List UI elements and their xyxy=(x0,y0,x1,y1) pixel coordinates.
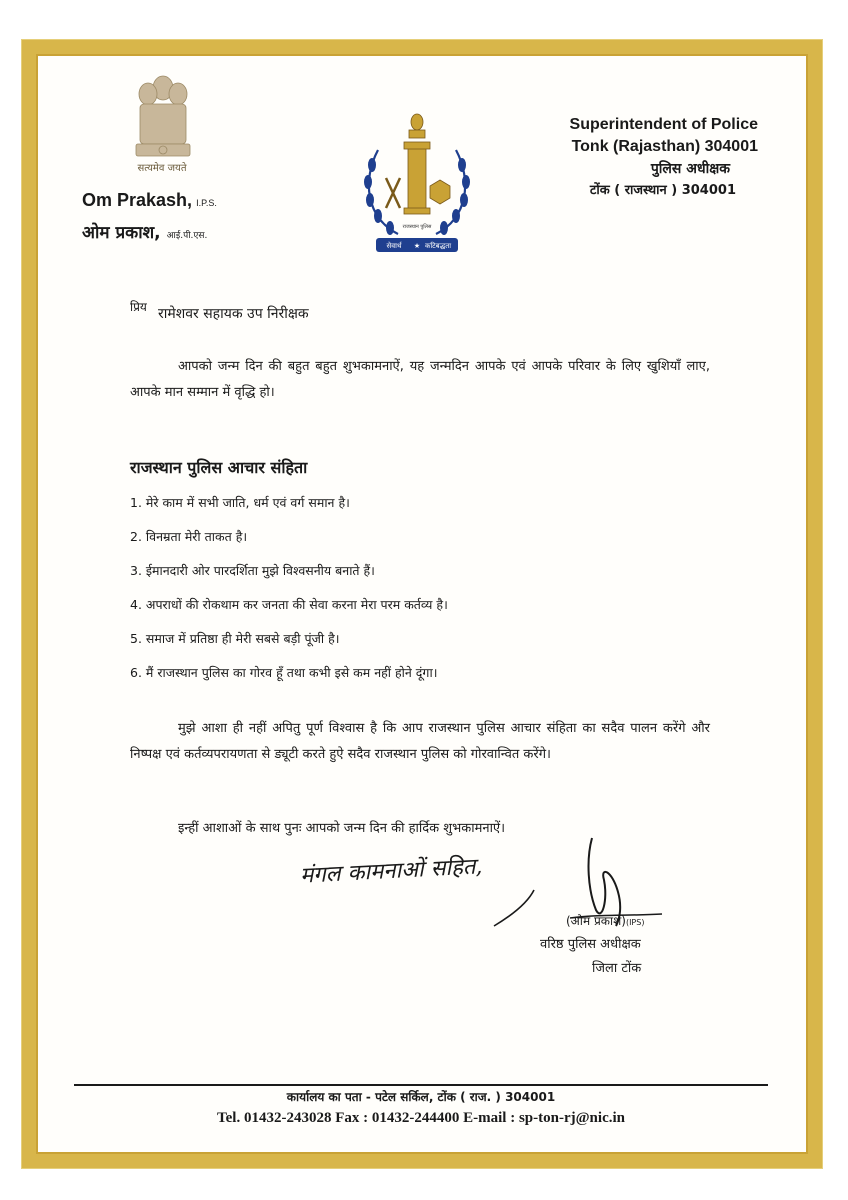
closing-paragraph: इन्हीं आशाओं के साथ पुनः आपको जन्म दिन की हार्दिक शुभकामनाऐं। xyxy=(178,821,506,836)
sp-title-hi-line1: पुलिस अधीक्षक xyxy=(650,161,730,177)
greeting-paragraph: आपको जन्म दिन की बहुत बहुत शुभकामनाऐं, यह जन्मदिन आपके एवं आपके परिवार के लिए खुशियॉं लाए, आपके मान सम्मान में वृद्धि हो। xyxy=(130,359,710,400)
signatory-district: जिला टोंक xyxy=(592,961,642,976)
officer-name-english xyxy=(82,190,217,211)
list-item: 4. अपराधों की रोकथाम कर जनता की सेवा करना मेरा परम कर्तव्य है। xyxy=(130,597,448,612)
officer-name-hi-text: ओम प्रकाश, xyxy=(82,223,161,243)
signatory-name xyxy=(566,912,644,929)
recipient-name: रामेशवर सहायक उप निरीक्षक xyxy=(158,306,309,322)
officer-suffix-en: I.P.S. xyxy=(196,198,217,208)
star-icon: ★ xyxy=(413,242,421,250)
footer-divider xyxy=(74,1084,768,1086)
emblem-motto: सत्यमेव जयते xyxy=(137,163,187,174)
hope-paragraph: मुझे आशा ही नहीं अपितु पूर्ण विश्वास है कि आप राजस्थान पुलिस आचार संहिता का सदैव पालन करेंगे और निष्पक्ष एवं कर्तव्यपरायणता से ड्यूटी करते हुऐ सदैव राजस्थान पुलिस को गोरवान्वित करेंगे। xyxy=(130,721,710,762)
code-of-conduct-title: राजस्थान पुलिस आचार संहिता xyxy=(130,458,308,477)
list-item: 1. मेरे काम में सभी जाति, धर्म एवं वर्ग समान है। xyxy=(130,495,350,510)
signatory-suffix: (IPS) xyxy=(625,918,645,927)
officer-name-en-text: Om Prakash, xyxy=(82,190,193,210)
officer-suffix-hi: आई.पी.एस. xyxy=(166,231,208,241)
logo-inner-text: राजस्थान पुलिस xyxy=(402,224,432,230)
rajasthan-police-logo-icon xyxy=(358,110,476,260)
list-item: 5. समाज में प्रतिष्ठा ही मेरी सबसे बड़ी पूंजी है। xyxy=(130,631,340,646)
sp-title-en-line2: Tonk (Rajasthan) 304001 xyxy=(571,138,758,155)
list-item: 6. मैं राजस्थान पुलिस का गोरव हूँ तथा कभी इसे कम नहीं होने दूंगा। xyxy=(130,665,438,680)
logo-ribbon-right: कटिबद्धता xyxy=(424,242,452,250)
signatory-designation: वरिष्ठ पुलिस अधीक्षक xyxy=(540,937,641,952)
footer-contact: Tel. 01432-243028 Fax : 01432-244400 E-mail : sp-ton-rj@nic.in xyxy=(217,1110,625,1126)
list-item: 3. ईमानदारी ओर पारदर्शिता मुझे विश्वसनीय बनाते हैं। xyxy=(130,563,375,578)
list-item: 2. विनम्रता मेरी ताकत है। xyxy=(130,529,248,544)
footer-address: कार्यालय का पता - पटेल सर्किल, टोंक ( राज. ) 304001 xyxy=(286,1090,556,1104)
handwritten-greeting: मंगल कामनाओं सहित, xyxy=(299,854,483,889)
signatory-name-text: (ओम प्रकाश) xyxy=(566,914,626,928)
sp-title-hi-line2: टोंक ( राजस्थान ) 304001 xyxy=(589,183,736,198)
officer-name-hindi xyxy=(82,220,207,243)
salutation: प्रिय xyxy=(130,300,147,314)
code-of-conduct-list xyxy=(130,488,448,692)
sp-title-en-line1: Superintendent of Police xyxy=(569,116,758,133)
logo-ribbon-left: सेवार्थ xyxy=(386,242,402,250)
sp-title-block xyxy=(500,114,758,202)
